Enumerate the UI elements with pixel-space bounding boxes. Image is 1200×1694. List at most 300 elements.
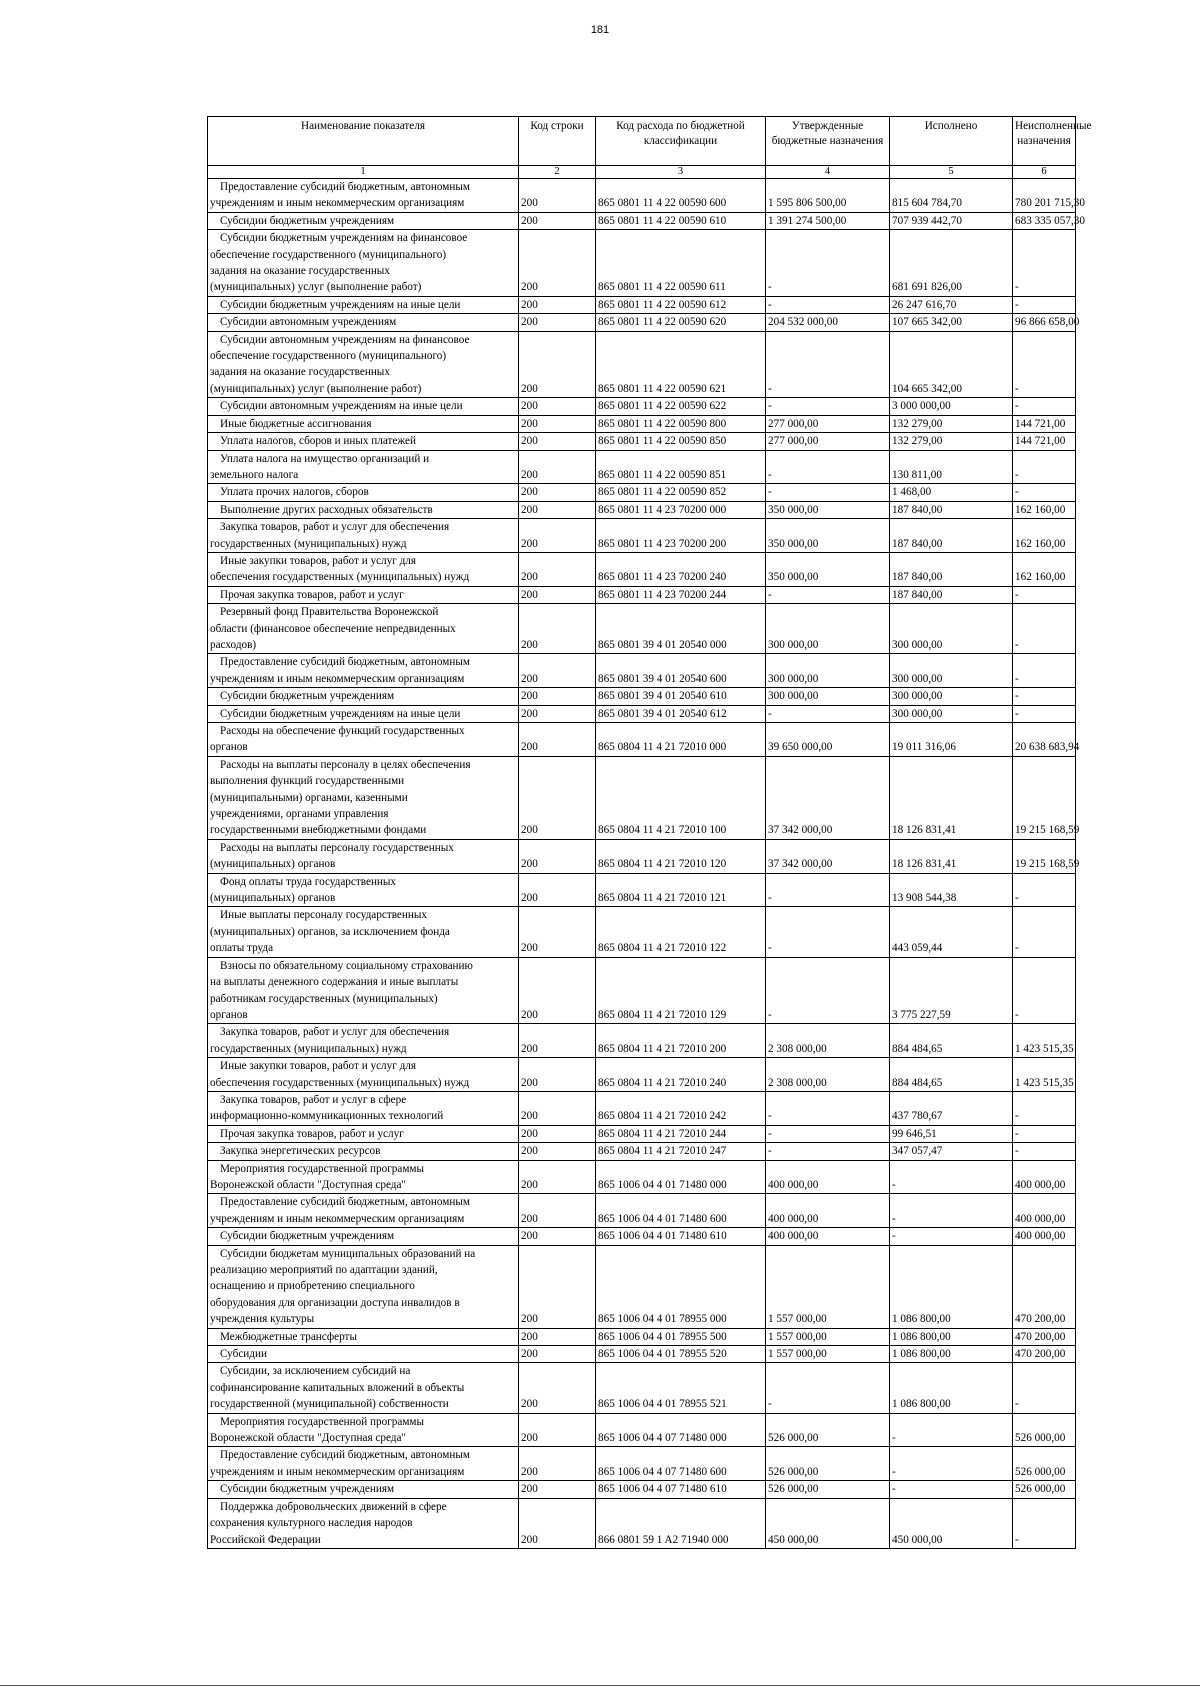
executed-cell: -	[890, 1160, 1013, 1194]
approved-cell: -	[766, 873, 890, 907]
executed-cell: 3 000 000,00	[890, 398, 1013, 415]
indicator-name-cell	[208, 1160, 519, 1194]
table-row	[208, 654, 1076, 688]
approved-cell: -	[766, 1363, 890, 1413]
executed-cell: 18 126 831,41	[890, 839, 1013, 873]
indicator-name-line: обеспечение государственного (муниципального)	[210, 350, 447, 363]
line-code-cell: 200	[519, 1413, 596, 1447]
line-code-cell: 200	[519, 907, 596, 957]
approved-cell: 1 391 274 500,00	[766, 212, 890, 229]
indicator-name-line: учреждениями, органами управления	[210, 808, 389, 821]
indicator-name-line: Субсидии бюджетным учреждениям на иные цели	[220, 707, 461, 720]
executed-cell: 19 011 316,06	[890, 723, 1013, 757]
indicator-name-line: государственной (муниципальной) собственности	[210, 1398, 449, 1411]
budget-code-cell: 865 1006 04 4 01 78955 500	[596, 1328, 766, 1345]
indicator-name-cell	[208, 552, 519, 586]
budget-code-cell: 865 0804 11 4 21 72010 242	[596, 1091, 766, 1125]
line-code-cell: 200	[519, 1498, 596, 1548]
indicator-name-line: Расходы на обеспечение функций государственных	[220, 725, 465, 737]
unexecuted-cell: -	[1013, 296, 1076, 313]
table-row	[208, 873, 1076, 907]
table-row	[208, 296, 1076, 313]
unexecuted-cell: -	[1013, 586, 1076, 603]
indicator-name-cell	[208, 1058, 519, 1092]
approved-cell: 1 595 806 500,00	[766, 179, 890, 213]
indicator-name-cell	[208, 723, 519, 757]
indicator-name-cell	[208, 907, 519, 957]
indicator-name-line: Уплата прочих налогов, сборов	[220, 486, 369, 499]
indicator-name-cell	[208, 1447, 519, 1481]
executed-cell: -	[890, 1413, 1013, 1447]
table-row	[208, 230, 1076, 297]
executed-cell: 187 840,00	[890, 586, 1013, 603]
line-code-cell: 200	[519, 1447, 596, 1481]
approved-cell: 2 308 000,00	[766, 1024, 890, 1058]
approved-cell: 400 000,00	[766, 1194, 890, 1228]
budget-code-cell: 865 0801 11 4 22 00590 610	[596, 212, 766, 229]
line-code-cell: 200	[519, 1160, 596, 1194]
budget-code-cell: 865 0804 11 4 21 72010 129	[596, 957, 766, 1024]
table-row	[208, 957, 1076, 1024]
approved-cell: 39 650 000,00	[766, 723, 890, 757]
line-code-cell: 200	[519, 756, 596, 839]
approved-cell: 350 000,00	[766, 519, 890, 553]
indicator-name-line: обеспечение государственного (муниципального)	[210, 248, 447, 261]
budget-code-cell: 865 0801 11 4 23 70200 240	[596, 552, 766, 586]
indicator-name-line: Межбюджетные трансферты	[220, 1330, 357, 1343]
unexecuted-cell: 470 200,00	[1013, 1346, 1076, 1363]
approved-cell: 526 000,00	[766, 1481, 890, 1498]
indicator-name-line: (муниципальных) услуг (выполнение работ)	[210, 281, 422, 294]
indicator-name-cell	[208, 433, 519, 450]
indicator-name-cell	[208, 756, 519, 839]
indicator-name-line: Субсидии бюджетным учреждениям на финансовое	[220, 232, 468, 245]
unexecuted-cell: -	[1013, 1125, 1076, 1142]
executed-cell: 187 840,00	[890, 519, 1013, 553]
table-row	[208, 1024, 1076, 1058]
indicator-name-line: (муниципальных) услуг (выполнение работ)	[210, 382, 422, 395]
table-row	[208, 604, 1076, 654]
budget-code-cell: 865 0804 11 4 21 72010 120	[596, 839, 766, 873]
table-row	[208, 1328, 1076, 1345]
approved-cell: 300 000,00	[766, 604, 890, 654]
table-row	[208, 519, 1076, 553]
unexecuted-cell: 96 866 658,00	[1013, 314, 1076, 331]
table-row	[208, 688, 1076, 705]
indicator-name-line: Субсидии бюджетам муниципальных образований на	[220, 1247, 476, 1260]
budget-code-cell: 865 0804 11 4 21 72010 000	[596, 723, 766, 757]
approved-cell: -	[766, 705, 890, 722]
table-row	[208, 212, 1076, 229]
indicator-name-line: органов	[210, 741, 248, 754]
budget-code-cell: 865 0801 11 4 22 00590 850	[596, 433, 766, 450]
approved-cell: 350 000,00	[766, 552, 890, 586]
table-row	[208, 756, 1076, 839]
indicator-name-line: Субсидии автономным учреждениям на финансовое	[220, 333, 470, 346]
approved-cell: 37 342 000,00	[766, 839, 890, 873]
indicator-name-cell	[208, 1498, 519, 1548]
indicator-name-line: органов	[210, 1008, 248, 1021]
approved-cell: 204 532 000,00	[766, 314, 890, 331]
unexecuted-cell: -	[1013, 688, 1076, 705]
indicator-name-line: Закупка товаров, работ и услуг в сфере	[220, 1093, 407, 1106]
unexecuted-cell: 526 000,00	[1013, 1447, 1076, 1481]
unexecuted-cell: 470 200,00	[1013, 1245, 1076, 1328]
table-row	[208, 179, 1076, 213]
indicator-name-cell	[208, 296, 519, 313]
unexecuted-cell: -	[1013, 331, 1076, 398]
indicator-name-cell	[208, 501, 519, 518]
table-row	[208, 1481, 1076, 1498]
unexecuted-cell: 526 000,00	[1013, 1413, 1076, 1447]
budget-code-cell: 865 1006 04 4 01 78955 521	[596, 1363, 766, 1413]
indicator-name-cell	[208, 415, 519, 432]
column-number: 2	[519, 166, 596, 179]
header-executed: Исполнено	[890, 117, 1013, 166]
indicator-name-cell	[208, 519, 519, 553]
indicator-name-line: выполнения функций государственными	[210, 775, 405, 788]
budget-code-cell: 865 1006 04 4 07 71480 600	[596, 1447, 766, 1481]
budget-code-cell: 865 0804 11 4 21 72010 121	[596, 873, 766, 907]
indicator-name-line: учреждения культуры	[210, 1313, 315, 1326]
indicator-name-line: задания на оказание государственных	[210, 366, 390, 379]
table-row	[208, 586, 1076, 603]
unexecuted-cell: -	[1013, 484, 1076, 501]
executed-cell: 18 126 831,41	[890, 756, 1013, 839]
budget-code-cell: 865 0801 11 4 22 00590 611	[596, 230, 766, 297]
unexecuted-cell: -	[1013, 604, 1076, 654]
budget-code-cell: 865 0804 11 4 21 72010 247	[596, 1143, 766, 1160]
indicator-name-line: государственными внебюджетными фондами	[210, 824, 427, 837]
approved-cell: -	[766, 907, 890, 957]
indicator-name-line: Субсидии бюджетным учреждениям	[220, 1230, 395, 1243]
indicator-name-line: Иные выплаты персоналу государственных	[220, 909, 427, 922]
budget-code-cell: 865 1006 04 4 01 78955 520	[596, 1346, 766, 1363]
table-row	[208, 1143, 1076, 1160]
unexecuted-cell: 400 000,00	[1013, 1194, 1076, 1228]
budget-code-cell: 865 1006 04 4 01 78955 000	[596, 1245, 766, 1328]
budget-code-cell: 865 0801 39 4 01 20540 610	[596, 688, 766, 705]
budget-code-cell: 865 0801 11 4 22 00590 612	[596, 296, 766, 313]
indicator-name-line: Иные бюджетные ассигнования	[220, 417, 372, 430]
indicator-name-cell	[208, 957, 519, 1024]
table-row	[208, 723, 1076, 757]
approved-cell: 400 000,00	[766, 1160, 890, 1194]
line-code-cell: 200	[519, 604, 596, 654]
indicator-name-line: Уплата налогов, сборов и иных платежей	[220, 435, 416, 448]
line-code-cell: 200	[519, 415, 596, 432]
table-row	[208, 1091, 1076, 1125]
header-budget-code: Код расхода по бюджетной классификации	[596, 117, 766, 166]
line-code-cell: 200	[519, 212, 596, 229]
indicator-name-cell	[208, 604, 519, 654]
indicator-name-cell	[208, 688, 519, 705]
approved-cell: -	[766, 586, 890, 603]
indicator-name-line: (муниципальных) органов	[210, 892, 336, 905]
executed-cell: -	[890, 1228, 1013, 1245]
column-number: 3	[596, 166, 766, 179]
column-number: 4	[766, 166, 890, 179]
unexecuted-cell: 144 721,00	[1013, 415, 1076, 432]
budget-code-cell: 865 0801 11 4 22 00590 852	[596, 484, 766, 501]
line-code-cell: 200	[519, 1245, 596, 1328]
indicator-name-cell	[208, 1413, 519, 1447]
unexecuted-cell: -	[1013, 1498, 1076, 1548]
executed-cell: 26 247 616,70	[890, 296, 1013, 313]
table-row	[208, 552, 1076, 586]
unexecuted-cell: 470 200,00	[1013, 1328, 1076, 1345]
budget-code-cell: 865 0804 11 4 21 72010 240	[596, 1058, 766, 1092]
indicator-name-line: области (финансовое обеспечение непредвиденных	[210, 622, 456, 635]
indicator-name-line: обеспечения государственных (муниципальных) нужд	[210, 571, 470, 584]
approved-cell: 1 557 000,00	[766, 1346, 890, 1363]
line-code-cell: 200	[519, 1058, 596, 1092]
table-header-row	[208, 117, 1076, 166]
executed-cell: 681 691 826,00	[890, 230, 1013, 297]
approved-cell: 277 000,00	[766, 415, 890, 432]
indicator-name-line: Выполнение других расходных обязательств	[220, 503, 433, 516]
approved-cell: 277 000,00	[766, 433, 890, 450]
table-row	[208, 1498, 1076, 1548]
indicator-name-line: Мероприятия государственной программы	[220, 1415, 425, 1428]
indicator-name-line: Закупка товаров, работ и услуг для обеспечения	[220, 1026, 450, 1039]
budget-code-cell: 865 1006 04 4 01 71480 610	[596, 1228, 766, 1245]
executed-cell: 187 840,00	[890, 552, 1013, 586]
table-row	[208, 484, 1076, 501]
indicator-name-cell	[208, 1143, 519, 1160]
budget-code-cell: 865 0801 39 4 01 20540 600	[596, 654, 766, 688]
indicator-name-cell	[208, 314, 519, 331]
indicator-name-line: Закупка энергетических ресурсов	[220, 1145, 381, 1158]
indicator-name-line: (муниципальных) органов, за исключением фонда	[210, 925, 450, 938]
unexecuted-cell: 400 000,00	[1013, 1228, 1076, 1245]
budget-code-cell: 865 0801 11 4 22 00590 800	[596, 415, 766, 432]
line-code-cell: 200	[519, 433, 596, 450]
executed-cell: 1 086 800,00	[890, 1245, 1013, 1328]
indicator-name-line: на выплаты денежного содержания и иные выплаты	[210, 976, 459, 989]
indicator-name-cell	[208, 1328, 519, 1345]
approved-cell: -	[766, 398, 890, 415]
approved-cell: 526 000,00	[766, 1447, 890, 1481]
line-code-cell: 200	[519, 873, 596, 907]
indicator-name-line: Поддержка добровольческих движений в сфере	[220, 1500, 447, 1513]
table-row	[208, 1363, 1076, 1413]
line-code-cell: 200	[519, 1228, 596, 1245]
page-number: 181	[590, 24, 610, 36]
indicator-name-line: Фонд оплаты труда государственных	[220, 875, 397, 888]
column-number: 6	[1013, 166, 1076, 179]
line-code-cell: 200	[519, 705, 596, 722]
approved-cell: -	[766, 1125, 890, 1142]
executed-cell: 1 468,00	[890, 484, 1013, 501]
executed-cell: 107 665 342,00	[890, 314, 1013, 331]
approved-cell: 526 000,00	[766, 1413, 890, 1447]
bottom-rule	[0, 1685, 1200, 1686]
indicator-name-line: Российской Федерации	[210, 1533, 321, 1546]
indicator-name-line: Субсидии бюджетным учреждениям	[220, 690, 395, 703]
indicator-name-cell	[208, 1363, 519, 1413]
executed-cell: 347 057,47	[890, 1143, 1013, 1160]
unexecuted-cell: 162 160,00	[1013, 552, 1076, 586]
line-code-cell: 200	[519, 552, 596, 586]
executed-cell: 3 775 227,59	[890, 957, 1013, 1024]
line-code-cell: 200	[519, 1481, 596, 1498]
executed-cell: 300 000,00	[890, 688, 1013, 705]
line-code-cell: 200	[519, 839, 596, 873]
budget-code-cell: 866 0801 59 1 A2 71940 000	[596, 1498, 766, 1548]
executed-cell: -	[890, 1194, 1013, 1228]
budget-code-cell: 865 1006 04 4 01 71480 600	[596, 1194, 766, 1228]
executed-cell: 187 840,00	[890, 501, 1013, 518]
executed-cell: 443 059,44	[890, 907, 1013, 957]
indicator-name-line: Резервный фонд Правительства Воронежской	[220, 606, 439, 619]
indicator-name-line: Субсидии бюджетным учреждениям на иные цели	[220, 298, 461, 311]
indicator-name-line: Предоставление субсидий бюджетным, автономным	[220, 1449, 470, 1462]
indicator-name-cell	[208, 450, 519, 484]
unexecuted-cell: 162 160,00	[1013, 519, 1076, 553]
unexecuted-cell: -	[1013, 1143, 1076, 1160]
indicator-name-line: оборудования для организации доступа инвалидов в	[210, 1296, 460, 1309]
budget-code-cell: 865 0801 11 4 23 70200 244	[596, 586, 766, 603]
indicator-name-line: Субсидии бюджетным учреждениям	[220, 1483, 395, 1496]
table-row	[208, 1125, 1076, 1142]
indicator-name-line: учреждениям и иным некоммерческим организациям	[210, 1465, 465, 1478]
indicator-name-line: Субсидии, за исключением субсидий на	[220, 1365, 411, 1378]
indicator-name-line: Иные закупки товаров, работ и услуг для	[220, 554, 417, 567]
indicator-name-cell	[208, 705, 519, 722]
column-number: 1	[208, 166, 519, 179]
executed-cell: 707 939 442,70	[890, 212, 1013, 229]
indicator-name-line: Уплата налога на имущество организаций и	[220, 452, 430, 465]
line-code-cell: 200	[519, 1091, 596, 1125]
budget-code-cell: 865 1006 04 4 07 71480 000	[596, 1413, 766, 1447]
line-code-cell: 200	[519, 331, 596, 398]
line-code-cell: 200	[519, 1024, 596, 1058]
unexecuted-cell: 683 335 057,30	[1013, 212, 1076, 229]
unexecuted-cell: -	[1013, 1091, 1076, 1125]
approved-cell: 400 000,00	[766, 1228, 890, 1245]
executed-cell: 1 086 800,00	[890, 1328, 1013, 1345]
line-code-cell: 200	[519, 723, 596, 757]
indicator-name-cell	[208, 586, 519, 603]
executed-cell: 300 000,00	[890, 654, 1013, 688]
indicator-name-line: (муниципальными) органами, казенными	[210, 791, 408, 804]
unexecuted-cell: -	[1013, 907, 1076, 957]
indicator-name-line: Закупка товаров, работ и услуг для обеспечения	[220, 521, 450, 534]
indicator-name-cell	[208, 1228, 519, 1245]
indicator-name-line: учреждениям и иным некоммерческим организациям	[210, 672, 465, 685]
table-row	[208, 1346, 1076, 1363]
indicator-name-line: Предоставление субсидий бюджетным, автономным	[220, 656, 470, 669]
unexecuted-cell: 400 000,00	[1013, 1160, 1076, 1194]
line-code-cell: 200	[519, 1346, 596, 1363]
unexecuted-cell: 526 000,00	[1013, 1481, 1076, 1498]
indicator-name-line: софинансирование капитальных вложений в объекты	[210, 1381, 465, 1394]
budget-code-cell: 865 0804 11 4 21 72010 122	[596, 907, 766, 957]
table-row	[208, 415, 1076, 432]
line-code-cell: 200	[519, 398, 596, 415]
line-code-cell: 200	[519, 230, 596, 297]
budget-code-cell: 865 1006 04 4 01 71480 000	[596, 1160, 766, 1194]
indicator-name-cell	[208, 230, 519, 297]
executed-cell: 1 086 800,00	[890, 1346, 1013, 1363]
table-row	[208, 450, 1076, 484]
approved-cell: 450 000,00	[766, 1498, 890, 1548]
indicator-name-cell	[208, 654, 519, 688]
budget-code-cell: 865 1006 04 4 07 71480 610	[596, 1481, 766, 1498]
approved-cell: -	[766, 484, 890, 501]
unexecuted-cell: 19 215 168,59	[1013, 756, 1076, 839]
approved-cell: -	[766, 331, 890, 398]
unexecuted-cell: 144 721,00	[1013, 433, 1076, 450]
approved-cell: -	[766, 1143, 890, 1160]
indicator-name-line: Предоставление субсидий бюджетным, автономным	[220, 1196, 470, 1209]
executed-cell: 300 000,00	[890, 604, 1013, 654]
unexecuted-cell: 780 201 715,30	[1013, 179, 1076, 213]
executed-cell: 815 604 784,70	[890, 179, 1013, 213]
line-code-cell: 200	[519, 1194, 596, 1228]
approved-cell: 37 342 000,00	[766, 756, 890, 839]
line-code-cell: 200	[519, 1143, 596, 1160]
approved-cell: -	[766, 450, 890, 484]
approved-cell: 1 557 000,00	[766, 1328, 890, 1345]
indicator-name-cell	[208, 1125, 519, 1142]
indicator-name-cell	[208, 1346, 519, 1363]
table-row	[208, 1447, 1076, 1481]
executed-cell: -	[890, 1481, 1013, 1498]
indicator-name-line: Субсидии бюджетным учреждениям	[220, 214, 395, 227]
line-code-cell: 200	[519, 450, 596, 484]
header-unexecuted: Неисполненные назначения	[1013, 117, 1076, 166]
line-code-cell: 200	[519, 1363, 596, 1413]
table-row	[208, 1194, 1076, 1228]
indicator-name-line: оплаты труда	[210, 942, 274, 955]
executed-cell: 1 086 800,00	[890, 1363, 1013, 1413]
indicator-name-line: расходов)	[210, 638, 257, 651]
line-code-cell: 200	[519, 314, 596, 331]
approved-cell: 300 000,00	[766, 688, 890, 705]
indicator-name-line: Расходы на выплаты персоналу государственных	[220, 841, 454, 854]
indicator-name-line: Взносы по обязательному социальному страхованию	[220, 959, 473, 972]
executed-cell: -	[890, 1447, 1013, 1481]
table-row	[208, 398, 1076, 415]
executed-cell: 130 811,00	[890, 450, 1013, 484]
approved-cell: 1 557 000,00	[766, 1245, 890, 1328]
executed-cell: 884 484,65	[890, 1058, 1013, 1092]
table-row	[208, 331, 1076, 398]
table-body	[208, 179, 1085, 1549]
table-row	[208, 314, 1076, 331]
unexecuted-cell: -	[1013, 957, 1076, 1024]
budget-code-cell: 865 0801 39 4 01 20540 000	[596, 604, 766, 654]
indicator-name-line: (муниципальных) органов	[210, 858, 336, 871]
line-code-cell: 200	[519, 484, 596, 501]
indicator-name-line: Прочая закупка товаров, работ и услуг	[220, 588, 404, 601]
indicator-name-line: оснащению и приобретению специального	[210, 1280, 415, 1293]
indicator-name-line: обеспечения государственных (муниципальных) нужд	[210, 1076, 470, 1089]
indicator-name-line: земельного налога	[210, 468, 299, 481]
table-row	[208, 1245, 1076, 1328]
line-code-cell: 200	[519, 586, 596, 603]
line-code-cell: 200	[519, 179, 596, 213]
table-row	[208, 501, 1076, 518]
line-code-cell: 200	[519, 296, 596, 313]
executed-cell: 132 279,00	[890, 433, 1013, 450]
indicator-name-cell	[208, 1091, 519, 1125]
line-code-cell: 200	[519, 519, 596, 553]
budget-code-cell: 865 0804 11 4 21 72010 200	[596, 1024, 766, 1058]
unexecuted-cell: 1 423 515,35	[1013, 1058, 1076, 1092]
